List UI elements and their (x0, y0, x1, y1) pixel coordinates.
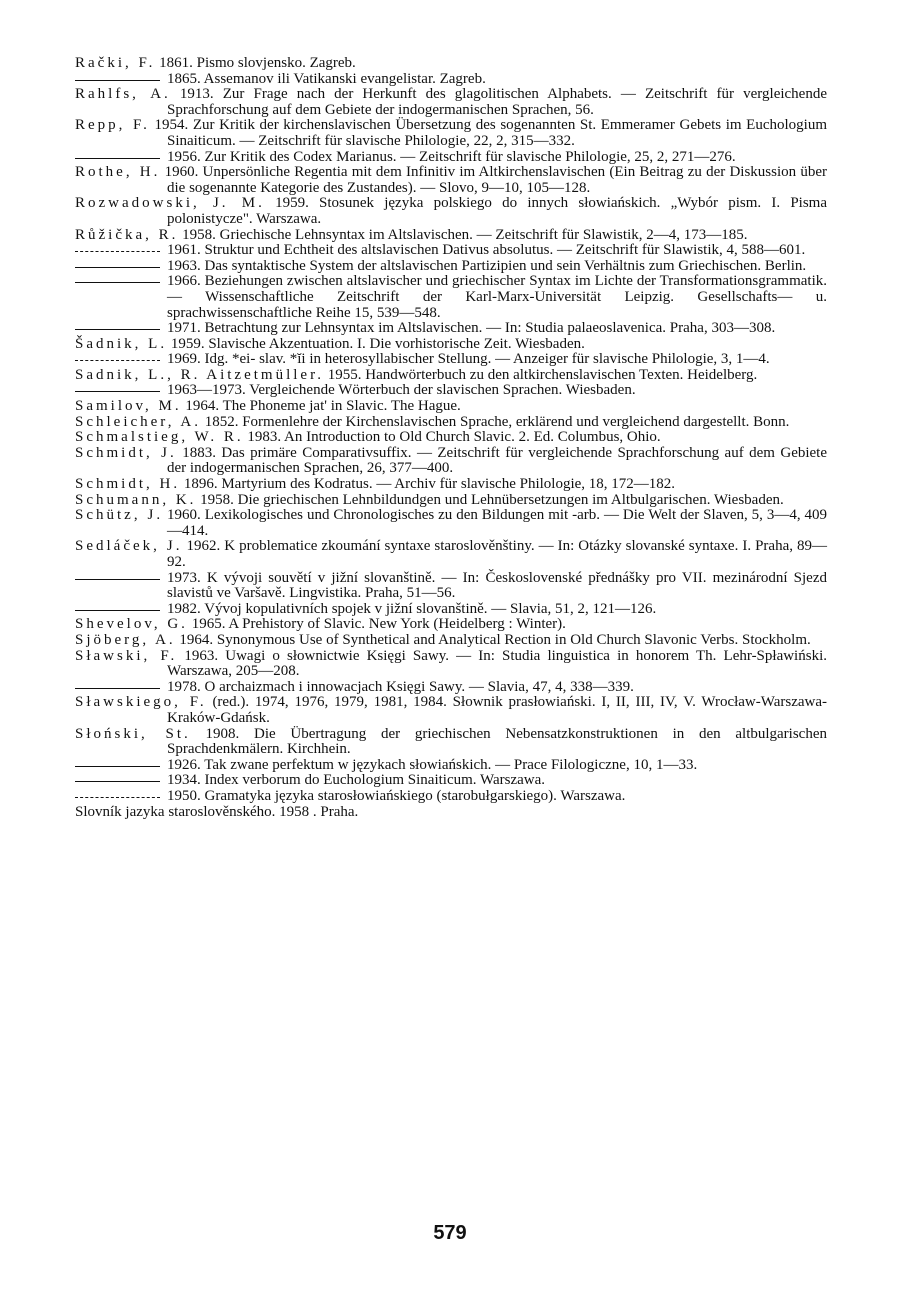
bibliography-entry (75, 633, 827, 649)
entry-author: Schütz, J. (75, 507, 164, 524)
entry-author: Schleicher, A. (75, 413, 201, 430)
bibliography-entry (75, 805, 827, 821)
bibliography-entry (75, 758, 827, 774)
entry-text: 1971. Betrachtung zur Lehnsyntax im Altslavischen. — In: Studia palaeoslavenica. Praha, 303—308. (167, 320, 776, 337)
entry-author: Sedláček, J. (75, 538, 183, 555)
entry-text: 1954. Zur Kritik der kirchenslavischen Übersetzung des sogenannten St. Emmeramer Gebets im Euchologium Sinaiticum. — Zeitschrift für slavische Philologie, 22, 2, 315—332. (154, 117, 827, 149)
repeat-author-dash (75, 251, 160, 252)
bibliography-entry (75, 446, 827, 477)
bibliography-entry (75, 789, 827, 805)
entry-text: 1913. Zur Frage nach der Herkunft des glagolitischen Alphabets. — Zeitschrift für vergleichende Sprachforschung auf dem Gebiete der indogermanischen Sprachen, 56. (167, 86, 827, 118)
entry-text: 1964. The Phoneme jat' in Slavic. The Hague. (185, 398, 461, 415)
bibliography-entry (75, 383, 827, 399)
entry-text: 1983. An Introduction to Old Church Slavic. 2. Ed. Columbus, Ohio. (247, 429, 661, 446)
entry-text: 1959. Slavische Akzentuation. I. Die vorhistorische Zeit. Wiesbaden. (170, 335, 585, 352)
entry-text: 1963—1973. Vergleichende Wörterbuch der slavischen Sprachen. Wiesbaden. (167, 382, 636, 399)
entry-text: 1966. Beziehungen zwischen altslavischer und griechischer Syntax im Lichte der Transformationsgrammatik. — Wissenschaftliche Zeitschrift der Karl-Marx-Universität Leipzig. Gesellschafts— u. sprachwissenschaftliche Reihe 15, 539—548. (167, 273, 827, 321)
bibliography-entry (75, 118, 827, 149)
bibliography-list (75, 56, 827, 820)
entry-author: Rothe, H. (75, 164, 161, 181)
entry-author: Schmidt, H. (75, 476, 181, 493)
entry-author: Rački, F. (75, 55, 156, 71)
repeat-author-dash (75, 688, 160, 689)
entry-author: Repp, F. (75, 117, 150, 134)
entry-author: Sławskiego, F. (75, 694, 207, 711)
bibliography-entry (75, 399, 827, 415)
bibliography-entry (75, 243, 827, 259)
bibliography-entry (75, 493, 827, 509)
entry-author: Shevelov, G. (75, 616, 188, 633)
entry-text: 1865. Assemanov ili Vatikanski evangelistar. Zagreb. (167, 70, 486, 87)
bibliography-entry (75, 680, 827, 696)
entry-text: 1965. A Prehistory of Slavic. New York (Heidelberg : Winter). (191, 616, 566, 633)
entry-text: 1861. Pismo slovjensko. Zagreb. (159, 55, 356, 71)
repeat-author-dash (75, 781, 160, 782)
bibliography-entry (75, 508, 827, 539)
bibliography-entry (75, 150, 827, 166)
repeat-author-dash (75, 267, 160, 268)
bibliography-entry (75, 72, 827, 88)
entry-text: 1982. Vývoj kopulativních spojek v jižní slovanštině. — Slavia, 51, 2, 121—126. (167, 600, 657, 617)
entry-text: (red.). 1974, 1976, 1979, 1981, 1984. Słownik prasłowiański. I, II, III, IV, V. Wrocław-Warszawa-Kraków-Gdańsk. (167, 694, 828, 726)
entry-text: 1964. Synonymous Use of Synthetical and Analytical Rection in Old Church Slavonic Verbs. Stockholm. (179, 631, 811, 648)
entry-text: 1896. Martyrium des Kodratus. — Archiv für slavische Philologie, 18, 172—182. (183, 476, 676, 493)
bibliography-entry (75, 274, 827, 321)
bibliography-entry (75, 352, 827, 368)
entry-author: Sławski, F. (75, 647, 178, 664)
bibliography-entry (75, 477, 827, 493)
entry-author: Schmalstieg, W. R. (75, 429, 244, 446)
repeat-author-dash (75, 797, 160, 798)
entry-text: 1962. K problematice zkoumání syntaxe staroslověnštiny. — In: Otázky slovanské syntaxe. I. Praha, 89—92. (167, 538, 827, 570)
entry-text: 1934. Index verborum do Euchologium Sinaiticum. Warszawa. (167, 772, 546, 789)
entry-text: 1883. Das primäre Comparativsuffix. — Zeitschrift für vergleichende Sprachforschung auf dem Gebiete der indogermanischen Sprachen, 26, 377—400. (167, 444, 828, 477)
bibliography-entry (75, 228, 827, 244)
repeat-author-dash (75, 80, 160, 81)
entry-author: Šadnik, L. (75, 335, 168, 352)
entry-text: 1963. Uwagi o słownictwie Księgi Sawy. — In: Studia linguistica in honorem Th. Lehr-Spławiński. Warszawa, 205—208. (167, 647, 827, 680)
entry-text: 1959. Stosunek języka polskiego do innych słowiańskich. „Wybór pism. I. Pisma polonistycze". Warszawa. (167, 195, 828, 227)
entry-text: 1973. K vývoji souvětí v jižní slovanštině. — In: Československé přednášky pro VII. mezinárodní Sjezd slavistů ve Varšavě. Lingvistika. Praha, 51—56. (167, 569, 827, 602)
entry-author: Słoński, St. (75, 725, 191, 742)
bibliography-entry (75, 602, 827, 618)
entry-text: 1969. Idg. *ei- slav. *ĭi in heterosyllabischer Stellung. — Anzeiger für slavische Philologie, 3, 1—4. (167, 351, 770, 368)
repeat-author-dash (75, 391, 160, 392)
entry-text: 1963. Das syntaktische System der altslavischen Partizipien und sein Verhältnis zum Griechischen. Berlin. (167, 257, 807, 274)
entry-text: 1960. Lexikologisches und Chronologisches zu den Bildungen mit -arb. — Die Welt der Slaven, 5, 3—4, 409—414. (167, 507, 828, 539)
repeat-author-dash (75, 282, 160, 283)
repeat-author-dash (75, 766, 160, 767)
repeat-author-dash (75, 158, 160, 159)
page-number: 579 (433, 1222, 467, 1244)
entry-text: 1958. Griechische Lehnsyntax im Altslavischen. — Zeitschrift für Slawistik, 2—4, 173—185. (182, 226, 748, 243)
entry-author: Rozwadowski, J. M. (75, 195, 265, 212)
entry-author: Sadnik, L., R. Aitzetmüller. (75, 366, 324, 383)
entry-author: Samilov, M. (75, 398, 182, 415)
repeat-author-dash (75, 360, 160, 361)
bibliography-entry (75, 649, 827, 680)
bibliography-entry (75, 259, 827, 275)
repeat-author-dash (75, 329, 160, 330)
entry-author: Sjöberg, A. (75, 631, 176, 648)
entry-text: 1978. O archaizmach i innowacjach Księgi Sawy. — Slavia, 47, 4, 338—339. (167, 678, 634, 695)
repeat-author-dash (75, 610, 160, 611)
bibliography-entry (75, 415, 827, 431)
entry-text: 1958. Die griechischen Lehnbildundgen und Lehnübersetzungen im Altbulgarischen. Wiesbaden. (200, 491, 784, 508)
entry-text: 1956. Zur Kritik des Codex Marianus. — Zeitschrift für slavische Philologie, 25, 2, 271—276. (167, 148, 736, 165)
entry-text: 1955. Handwörterbuch zu den altkirchenslavischen Texten. Heidelberg. (327, 366, 758, 383)
entry-text: 1961. Struktur und Echtheit des altslavischen Dativus absolutus. — Zeitschrift für Slawistik, 4, 588—601. (167, 242, 806, 259)
bibliography-entry (75, 695, 827, 726)
bibliography-entry (75, 571, 827, 602)
entry-text: 1960. Unpersönliche Regentia mit dem Infinitiv im Altkirchenslavischen (Ein Beitrag zu der Diskussion über die sogenannte Kategorie des Zustandes). — Slovo, 9—10, 105—128. (164, 164, 827, 196)
bibliography-entry (75, 430, 827, 446)
bibliography-entry (75, 337, 827, 353)
entry-author: Schumann, K. (75, 491, 197, 508)
entry-text: 1852. Formenlehre der Kirchenslavischen Sprache, erklärend und vergleichend dargestellt. Bonn. (204, 413, 790, 430)
entry-author: Růžička, R. (75, 226, 179, 243)
repeat-author-dash (75, 579, 160, 580)
entry-text: 1926. Tak zwane perfektum w językach słowiańskich. — Prace Filologiczne, 10, 1—33. (167, 756, 698, 773)
bibliography-entry (75, 56, 827, 72)
bibliography-entry (75, 368, 827, 384)
entry-text: 1908. Die Übertragung der griechischen Nebensatzkonstruktionen in den altbulgarischen Sprachdenkmälern. Kirchhein. (167, 725, 827, 758)
bibliography-entry (75, 196, 827, 227)
entry-author: Rahlfs, A. (75, 86, 171, 103)
entry-text: 1950. Gramatyka języka starosłowiańskiego (starobułgarskiego). Warszawa. (167, 787, 626, 804)
bibliography-entry (75, 773, 827, 789)
bibliography-entry (75, 321, 827, 337)
entry-text: Slovník jazyka staroslověnského. 1958 . Praha. (75, 803, 359, 820)
bibliography-entry (75, 727, 827, 758)
bibliography-entry (75, 87, 827, 118)
bibliography-entry (75, 617, 827, 633)
bibliography-entry (75, 165, 827, 196)
bibliography-entry (75, 539, 827, 570)
entry-author: Schmidt, J. (75, 444, 177, 461)
